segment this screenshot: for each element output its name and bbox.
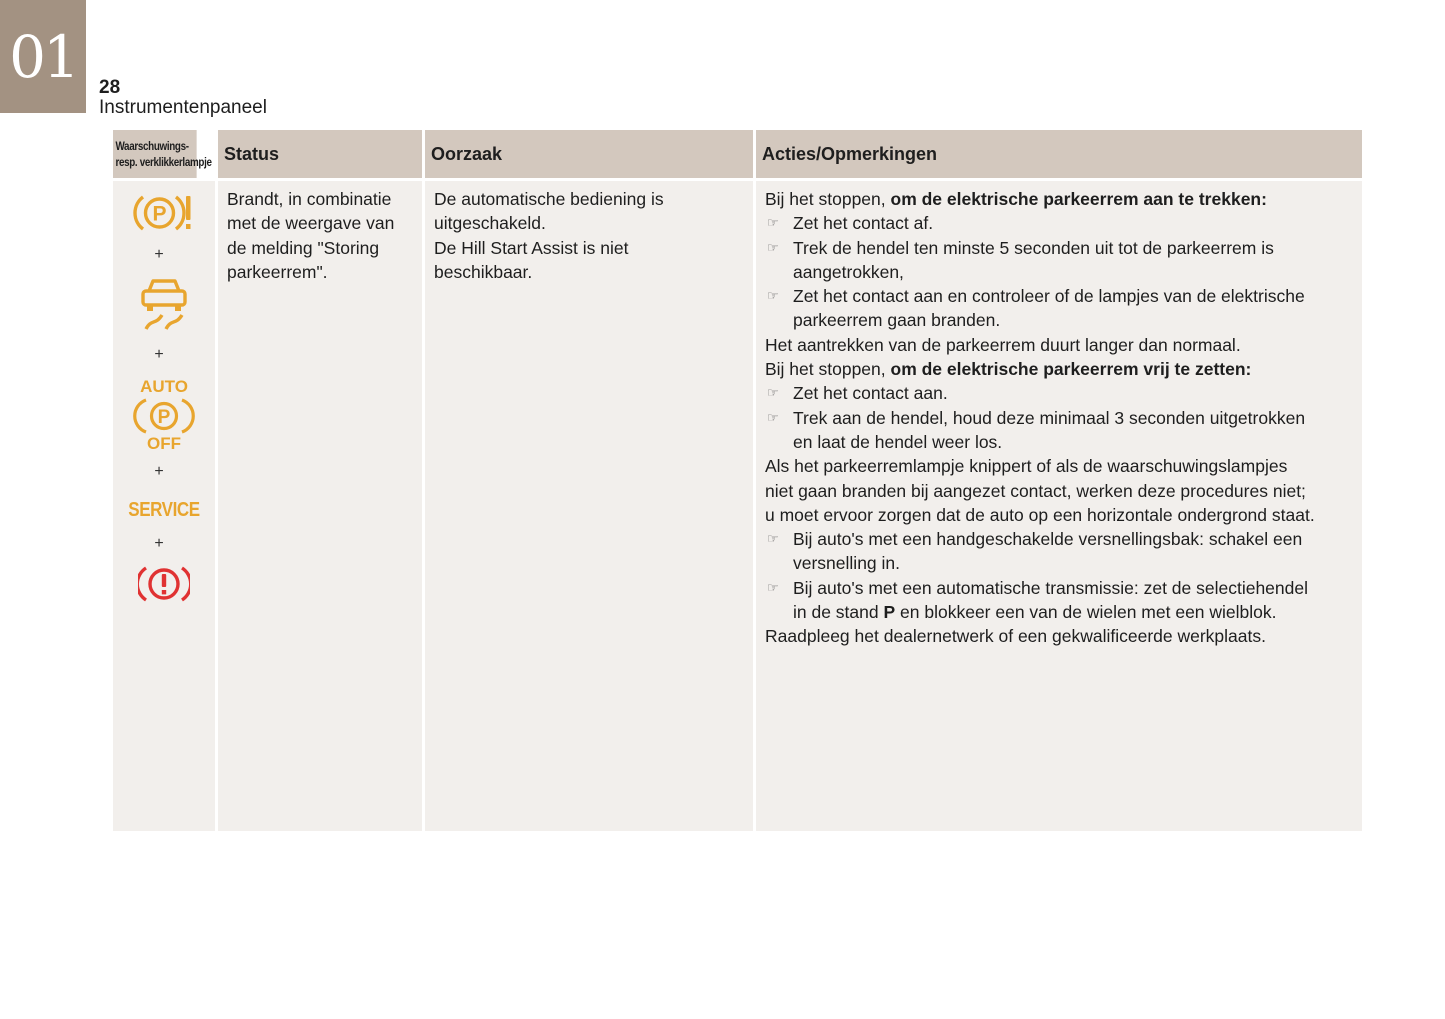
cause-line: De automatische bediening is	[434, 189, 664, 209]
action-bullet: ☞ Zet het contact af.	[765, 211, 1353, 235]
cause-cell	[425, 178, 753, 831]
pointing-hand-icon: ☞	[767, 579, 779, 595]
action-bullet: ☞ Bij auto's met een handgeschakelde versnellingsbak: schakel een versnelling in.	[767, 529, 1303, 574]
warning-lamp-table	[110, 130, 1365, 831]
svg-text:P: P	[157, 406, 171, 428]
svg-text:P: P	[152, 202, 167, 226]
actions-closing: Raadpleeg het dealernetwerk of een gekwalificeerde werkplaats.	[765, 626, 1266, 647]
action-bullet: ☞ Zet het contact aan.	[765, 381, 1353, 405]
auto-parking-brake-off-icon	[113, 376, 215, 452]
brake-warning-icon	[113, 564, 215, 604]
lamp-header-line-1: Waarschuwings-	[115, 139, 189, 153]
status-line: de melding "Storing	[227, 237, 380, 258]
off-text: OFF	[147, 433, 181, 452]
plus-sign: +	[154, 346, 164, 364]
pointing-hand-icon: ☞	[767, 531, 779, 547]
column-header-actions: Acties/Opmerkingen	[756, 130, 1362, 178]
page-number: 28	[99, 77, 121, 98]
parking-brake-warning-icon	[113, 191, 215, 235]
plus-sign: +	[154, 246, 164, 263]
action-bullet: ☞ Trek aan de hendel, houd deze minimaal 3 seconden uitgetrokken en laat de hendel weer los.	[767, 407, 1306, 452]
auto-text: AUTO	[140, 376, 188, 396]
cause-line: beschikbaar.	[434, 261, 533, 282]
table-row	[113, 178, 1362, 831]
table-header-row	[113, 130, 1362, 178]
actions-intro-apply: Bij het stoppen, om de elektrische parkeerrem aan te trekken:	[765, 189, 1267, 209]
action-bullet: ☞ Trek de hendel ten minste 5 seconden uit tot de parkeerrem is aangetrokken,	[767, 237, 1274, 282]
cause-line: uitgeschakeld.	[434, 213, 546, 234]
stability-control-icon	[113, 275, 215, 335]
pointing-hand-icon: ☞	[767, 409, 779, 425]
lamp-header-line-2: resp. verklikkerlampje	[115, 155, 212, 169]
pointing-hand-icon: ☞	[767, 288, 779, 304]
plus-sign: +	[154, 535, 164, 553]
service-label: SERVICE	[128, 498, 200, 521]
status-line: Brandt, in combinatie	[227, 189, 392, 209]
actions-cell	[756, 178, 1362, 831]
cause-line: De Hill Start Assist is niet	[434, 237, 629, 258]
lamp-cell	[113, 178, 215, 831]
column-header-lamp	[113, 130, 212, 178]
status-line: parkeerrem".	[227, 261, 328, 282]
status-cell	[218, 178, 422, 831]
action-bullet: ☞ Bij auto's met een automatische transmissie: zet de selectiehendel in de stand P en blokkeer een van de wielen met een wielblok.	[767, 577, 1309, 623]
pointing-hand-icon: ☞	[767, 239, 779, 255]
status-line: met de weergave van	[227, 213, 395, 234]
actions-note: Het aantrekken van de parkeerrem duurt langer dan normaal.	[765, 334, 1241, 355]
chapter-tab: 01	[0, 0, 86, 113]
action-bullet: ☞ Zet het contact aan en controleer of de lampjes van de elektrische parkeerrem gaan branden.	[767, 286, 1305, 331]
service-icon	[113, 498, 215, 522]
pointing-hand-icon: ☞	[767, 385, 779, 401]
actions-paragraph: Als het parkeerremlampje knippert of als de waarschuwingslampjes niet gaan branden bij aangezet contact, werken deze procedures niet; u moet ervoor zorgen dat de auto op een horizontale ondergrond staat.	[765, 456, 1315, 525]
actions-intro-release: Bij het stoppen, om de elektrische parkeerrem vrij te zetten:	[765, 359, 1252, 380]
column-header-status: Status	[218, 130, 422, 178]
plus-sign: +	[154, 462, 164, 480]
pointing-hand-icon: ☞	[767, 215, 779, 231]
section-title: Instrumentenpaneel	[99, 97, 267, 118]
column-header-cause: Oorzaak	[425, 130, 753, 178]
